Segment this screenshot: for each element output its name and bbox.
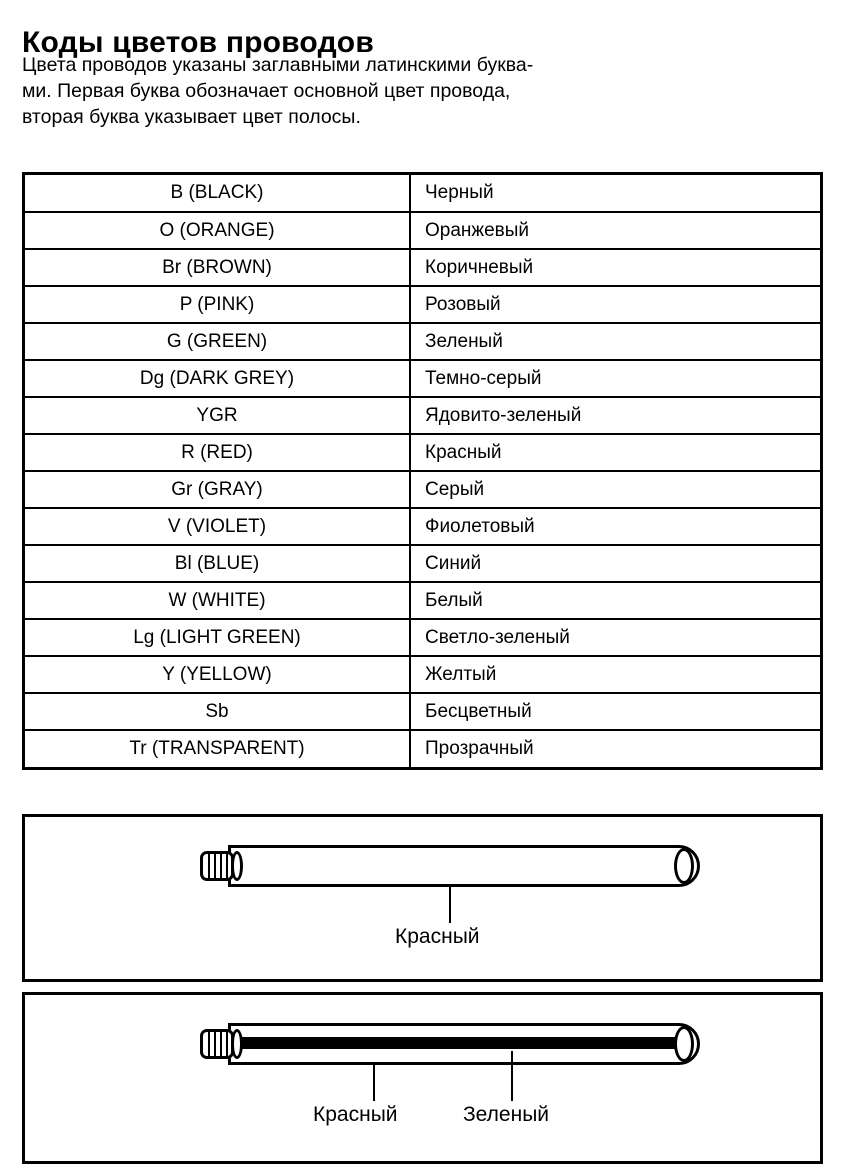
- wire-insulation: [228, 845, 700, 887]
- color-code: V (VIOLET): [25, 508, 410, 545]
- wire-strand-cap: [231, 1029, 243, 1059]
- table-row: [25, 175, 820, 212]
- color-code: P (PINK): [25, 286, 410, 323]
- color-code: G (GREEN): [25, 323, 410, 360]
- leader-line-base: [449, 887, 451, 923]
- caption-base-color: Красный: [395, 925, 480, 948]
- color-code: B (BLACK): [25, 175, 410, 212]
- table-row: [25, 249, 820, 286]
- wire-illustration-single: [200, 845, 700, 887]
- wire-strand-cap: [231, 851, 243, 881]
- intro-line-2: ми. Первая буква обозначает основной цвет провода,: [22, 80, 511, 102]
- table-row: [25, 286, 820, 323]
- table-row: [25, 471, 820, 508]
- color-code: O (ORANGE): [25, 212, 410, 249]
- table-row: [25, 693, 820, 730]
- table-row: [25, 360, 820, 397]
- color-name: Коричневый: [410, 249, 820, 286]
- figure-single-color-wire: [22, 814, 823, 982]
- color-code: Tr (TRANSPARENT): [25, 730, 410, 767]
- table-row: [25, 619, 820, 656]
- color-name: Прозрачный: [410, 730, 820, 767]
- intro-line-1: Цвета проводов указаны заглавными латинскими буква-: [22, 54, 534, 76]
- wire-illustration-striped: [200, 1023, 700, 1065]
- page-title: Коды цветов проводов: [22, 26, 374, 60]
- color-name: Светло-зеленый: [410, 619, 820, 656]
- wire-cut-end: [674, 848, 694, 884]
- wire-color-code-table: [22, 172, 823, 770]
- table-row: [25, 730, 820, 767]
- figure-striped-wire: [22, 992, 823, 1164]
- color-code: W (WHITE): [25, 582, 410, 619]
- color-code: R (RED): [25, 434, 410, 471]
- intro-line-3: вторая буква указывает цвет полосы.: [22, 106, 361, 128]
- wire-strands-icon: [200, 1029, 234, 1059]
- color-code: YGR: [25, 397, 410, 434]
- leader-line-base: [373, 1065, 375, 1101]
- color-name: Серый: [410, 471, 820, 508]
- caption-stripe-color: Зеленый: [463, 1103, 550, 1126]
- table-row: [25, 508, 820, 545]
- color-code: Sb: [25, 693, 410, 730]
- color-code: Y (YELLOW): [25, 656, 410, 693]
- color-code: Dg (DARK GREY): [25, 360, 410, 397]
- table-row: [25, 212, 820, 249]
- color-code: Br (BROWN): [25, 249, 410, 286]
- color-name: Желтый: [410, 656, 820, 693]
- color-name: Оранжевый: [410, 212, 820, 249]
- color-name: Ядовито-зеленый: [410, 397, 820, 434]
- color-name: Зеленый: [410, 323, 820, 360]
- color-name: Бесцветный: [410, 693, 820, 730]
- color-name: Черный: [410, 175, 820, 212]
- table-row: [25, 397, 820, 434]
- color-name: Розовый: [410, 286, 820, 323]
- color-code: Lg (LIGHT GREEN): [25, 619, 410, 656]
- color-code: Bl (BLUE): [25, 545, 410, 582]
- color-name: Красный: [410, 434, 820, 471]
- table-row: [25, 323, 820, 360]
- table-row: [25, 582, 820, 619]
- leader-line-stripe: [511, 1051, 513, 1101]
- wire-cut-end: [674, 1026, 694, 1062]
- table-row: [25, 656, 820, 693]
- color-name: Темно-серый: [410, 360, 820, 397]
- table-row: [25, 545, 820, 582]
- wire-stripe: [234, 1037, 684, 1049]
- color-name: Фиолетовый: [410, 508, 820, 545]
- intro-paragraph: [22, 52, 822, 130]
- color-code: Gr (GRAY): [25, 471, 410, 508]
- color-name: Синий: [410, 545, 820, 582]
- caption-base-color: Красный: [313, 1103, 398, 1126]
- table-row: [25, 434, 820, 471]
- wire-strands-icon: [200, 851, 234, 881]
- color-name: Белый: [410, 582, 820, 619]
